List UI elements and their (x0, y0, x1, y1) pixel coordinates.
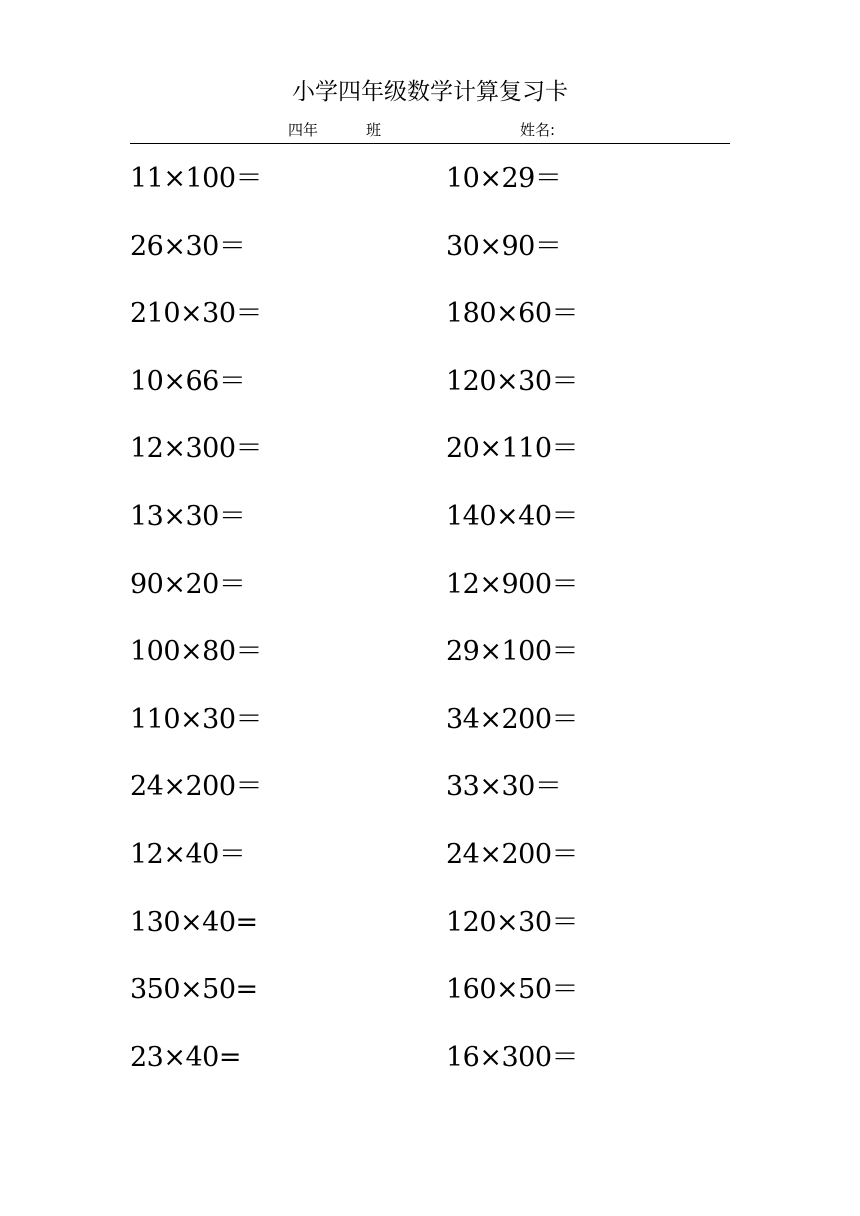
problem-left: 90×20＝ (130, 568, 246, 600)
problem-left: 26×30＝ (130, 230, 246, 262)
problem-row (130, 498, 730, 566)
problem-left: 12×300＝ (130, 433, 263, 465)
problem-right: 24×200＝ (446, 838, 579, 870)
student-info-line (0, 119, 860, 141)
problem-row (130, 971, 730, 1039)
problem-left: 12×40＝ (130, 838, 246, 870)
problem-row (130, 228, 730, 296)
problem-right: 29×100＝ (446, 636, 579, 668)
problem-right: 140×40＝ (446, 500, 579, 532)
problem-row (130, 701, 730, 769)
problem-left: 13×30＝ (130, 500, 246, 532)
problem-row (130, 836, 730, 904)
problem-right: 20×110＝ (446, 433, 579, 465)
problem-row (130, 768, 730, 836)
problem-row (130, 295, 730, 363)
problem-left: 130×40= (130, 906, 258, 938)
problem-right: 33×30＝ (446, 771, 562, 803)
grade-label: 四年 (288, 121, 319, 139)
problem-left: 350×50= (130, 974, 258, 1006)
problem-list (130, 160, 730, 1106)
problem-right: 34×200＝ (446, 703, 579, 735)
problem-right: 12×900＝ (446, 568, 579, 600)
problem-left: 110×30＝ (130, 703, 263, 735)
problem-left: 10×66＝ (130, 365, 246, 397)
problem-row (130, 430, 730, 498)
problem-right: 10×29＝ (446, 163, 562, 194)
problem-row (130, 904, 730, 972)
class-label: 班 (366, 121, 382, 139)
problem-row (130, 363, 730, 431)
problem-right: 16×300＝ (446, 1041, 579, 1073)
problem-left: 23×40= (130, 1041, 241, 1073)
name-label: 姓名: (520, 121, 556, 139)
problem-left: 210×30＝ (130, 298, 263, 330)
problem-row (130, 633, 730, 701)
page-title: 小学四年级数学计算复习卡 (292, 79, 568, 105)
problem-right: 180×60＝ (446, 298, 579, 330)
problem-row (130, 1039, 730, 1107)
problem-row (130, 566, 730, 634)
header-divider (130, 143, 730, 144)
problem-left: 24×200＝ (130, 771, 263, 803)
problem-row (130, 160, 730, 228)
problem-left: 11×100＝ (130, 163, 263, 194)
problem-right: 120×30＝ (446, 365, 579, 397)
problem-right: 120×30＝ (446, 906, 579, 938)
problem-right: 30×90＝ (446, 230, 562, 262)
problem-left: 100×80＝ (130, 636, 263, 668)
problem-right: 160×50＝ (446, 974, 579, 1006)
